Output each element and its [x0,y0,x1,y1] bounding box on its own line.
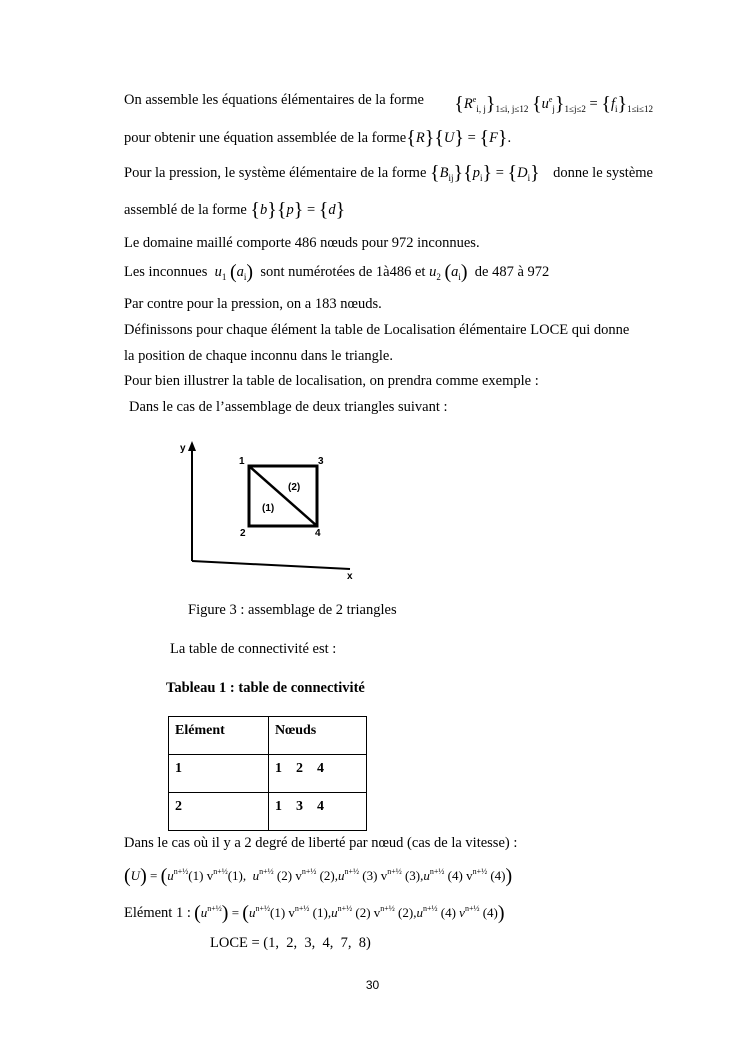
paragraph-dof: Dans le cas où il y a 2 degré de liberté par nœud (cas de la vitesse) : [124,835,518,851]
header-element: Elément [169,717,269,755]
figure-caption: Figure 3 : assemblage de 2 triangles [188,602,397,618]
table-header-row [169,717,367,755]
text-assemble: On assemble les équations élémentaires de la forme [124,92,424,108]
paragraph-pressure: Pour la pression, le système élémentaire de la forme $\{B_{ij}\}\{p_i\} = \{D_i\}$ donne le système [124,162,653,184]
equation-element-1: Elément 1 : $(u^{n+\frac{1}{2}}) = (u^{n+\frac{1}{2}}(1)$ $v^{n+\frac{1}{2}}$ $(1),u^{n+\frac{1}{2}}$ (2) $v^{n+\frac{1}{2}}$ $(2),u^{n+\frac{1}{2}}$ (4) $v^{n+\frac{1}{2}}$ (4)) [124,902,505,924]
paragraph-case: Dans le cas de l’assemblage de deux triangles suivant : [129,399,448,415]
paragraph-unknowns: Les inconnues $u_1$ $(a_i)$ sont numérotées de 1à486 et $u_2$ $(a_i)$ de 487 à 972 [124,261,550,283]
node-3: 3 [318,456,324,467]
x-axis [192,561,350,569]
paragraph-pressure-nodes: Par contre pour la pression, on a 183 nœuds. [124,296,382,312]
equation-Bpd: $\{B_{ij}\}\{p_i\} = \{D_i\}$ [430,162,540,184]
diagonal [249,466,317,526]
node-2: 2 [240,528,246,539]
y-arrow-head [188,441,196,451]
equation-elementary: $\{R^e_{i, j}\}_{1\le i, j\le 12}$ $\{u^e_j\}_{1\le j\le 2} = \{f_i\}_{1\le i\le 12}$ [454,93,653,115]
loce-element-1: LOCE = (1, 2, 3, 4, 7, 8) [210,935,371,951]
figure-triangles [170,433,370,583]
equation-RUF: {R}{U} = {F} [406,127,508,149]
paragraph-loce-def: Définissons pour chaque élément la table de Localisation élémentaire LOCE qui donne [124,322,630,338]
node-4: 4 [315,528,321,539]
table-title: Tableau 1 : table de connectivité [166,680,365,696]
paragraph-position: la position de chaque inconnu dans le triangle. [124,348,393,364]
x-label: x [347,571,353,582]
page-number: 30 [365,978,380,992]
element-1-label: (1) [262,503,275,514]
y-label: y [180,443,186,454]
table-row: 2 1 3 4 [169,793,367,831]
paragraph-assemble [124,90,653,119]
connectivity-table [168,716,367,831]
element-2-label: (2) [288,482,301,493]
equation-U: $(U) = (u^{n+\frac{1}{2}}(1)$ $v^{n+\frac{1}{2}}(1)$, $u^{n+\frac{1}{2}}$ (2) $v^{n+\frac{1}{2}}$ $(2),u^{n+\frac{1}{2}}$ (3) $v^{n+\frac{1}{2}}$ $(3),u^{n+\frac{1}{2}}$ (4) $v^{n+\frac{1}{2}}$ (4)) [124,865,513,887]
paragraph-connectivity: La table de connectivité est : [170,641,337,657]
equation-bpd: {b}{p} = {d} [250,199,346,221]
paragraph-illustrate: Pour bien illustrer la table de localisation, on prendra comme exemple : [124,373,539,389]
paragraph-domain: Le domaine maillé comporte 486 nœuds pour 972 inconnues. [124,235,480,251]
node-1: 1 [239,456,245,467]
header-nodes: Nœuds [269,717,367,755]
table-row: 1 1 2 4 [169,755,367,793]
paragraph-assembled-pressure: assemblé de la forme {b}{p} = {d} [124,199,346,221]
paragraph-assembled-equation: pour obtenir une équation assemblée de la forme{R}{U} = {F}. [124,127,512,149]
